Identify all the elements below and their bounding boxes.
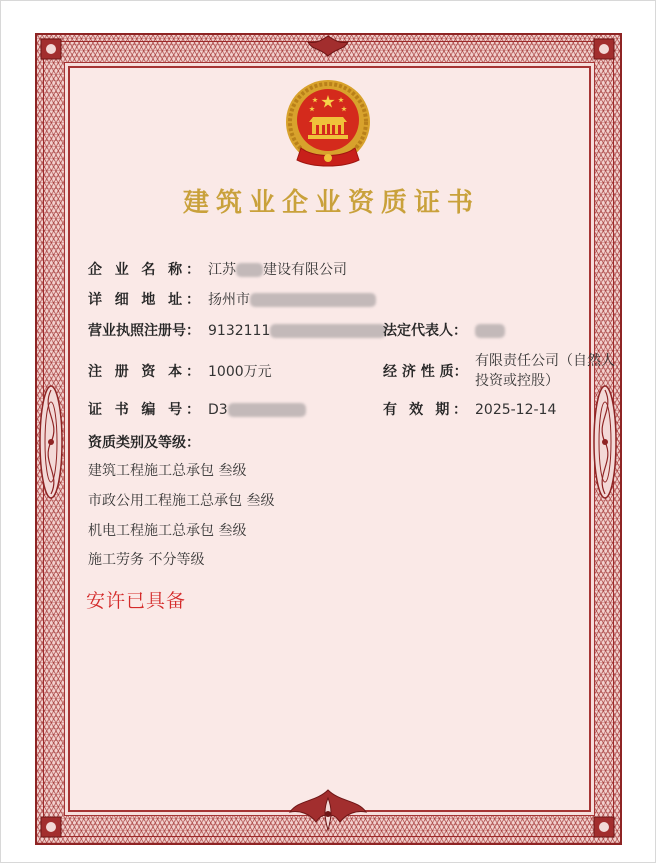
qualification-item: 市政公用工程施工总承包 叁级: [88, 493, 275, 509]
right-side-ornament-icon: [591, 380, 619, 504]
qualification-item: 机电工程施工总承包 叁级: [88, 523, 247, 539]
validity-value: 2025-12-14: [475, 402, 557, 418]
license-number-value: [208, 322, 386, 340]
license-number-label: 营业执照注册号：: [88, 323, 200, 339]
redaction-blur: [236, 263, 263, 277]
redaction-blur: [250, 293, 376, 307]
company-name-value: [208, 261, 347, 279]
economic-type-line2: 投资或控股）: [475, 373, 559, 389]
license-number-prefix: 9132111: [208, 323, 271, 339]
corner-ornament-top-left-icon: [38, 36, 64, 62]
registered-capital-label: 注 册 资 本：: [88, 364, 200, 380]
certificate-number-value: [208, 401, 306, 419]
redaction-blur: [475, 324, 505, 338]
qualification-item: 建筑工程施工总承包 叁级: [88, 463, 247, 479]
national-emblem-icon: [283, 78, 373, 168]
corner-ornament-top-right-icon: [591, 36, 617, 62]
qualifications-heading: 资质类别及等级：: [88, 435, 200, 451]
certificate-title: 建筑业企业资质证书: [182, 188, 480, 218]
address-value: [208, 291, 376, 309]
corner-ornament-bottom-left-icon: [38, 814, 64, 840]
top-ornament-icon: [306, 34, 350, 60]
legal-rep-label: 法定代表人：: [383, 323, 467, 339]
validity-label: 有 效 期：: [383, 402, 467, 418]
economic-type-label: 经 济 性 质：: [383, 364, 468, 380]
redaction-blur: [228, 403, 306, 417]
left-side-ornament-icon: [37, 380, 65, 504]
corner-ornament-bottom-right-icon: [591, 814, 617, 840]
bottom-ornament-icon: [286, 786, 370, 836]
address-prefix: 扬州市: [208, 292, 250, 308]
address-label: 详 细 地 址：: [88, 292, 200, 308]
registered-capital-value: 1000万元: [208, 364, 272, 380]
legal-rep-value: [475, 322, 505, 340]
redaction-blur: [270, 324, 386, 338]
qualification-item: 施工劳务 不分等级: [88, 552, 205, 568]
economic-type-line1: 有限责任公司（自然人: [475, 353, 615, 369]
company-name-prefix: 江苏: [208, 262, 236, 278]
certificate-number-prefix: D3: [208, 402, 228, 418]
safety-license-note: 安许已具备: [86, 590, 187, 612]
company-name-suffix: 建设有限公司: [263, 262, 347, 278]
certificate-number-label: 证 书 编 号：: [88, 402, 200, 418]
company-name-label: 企 业 名 称：: [88, 262, 200, 278]
